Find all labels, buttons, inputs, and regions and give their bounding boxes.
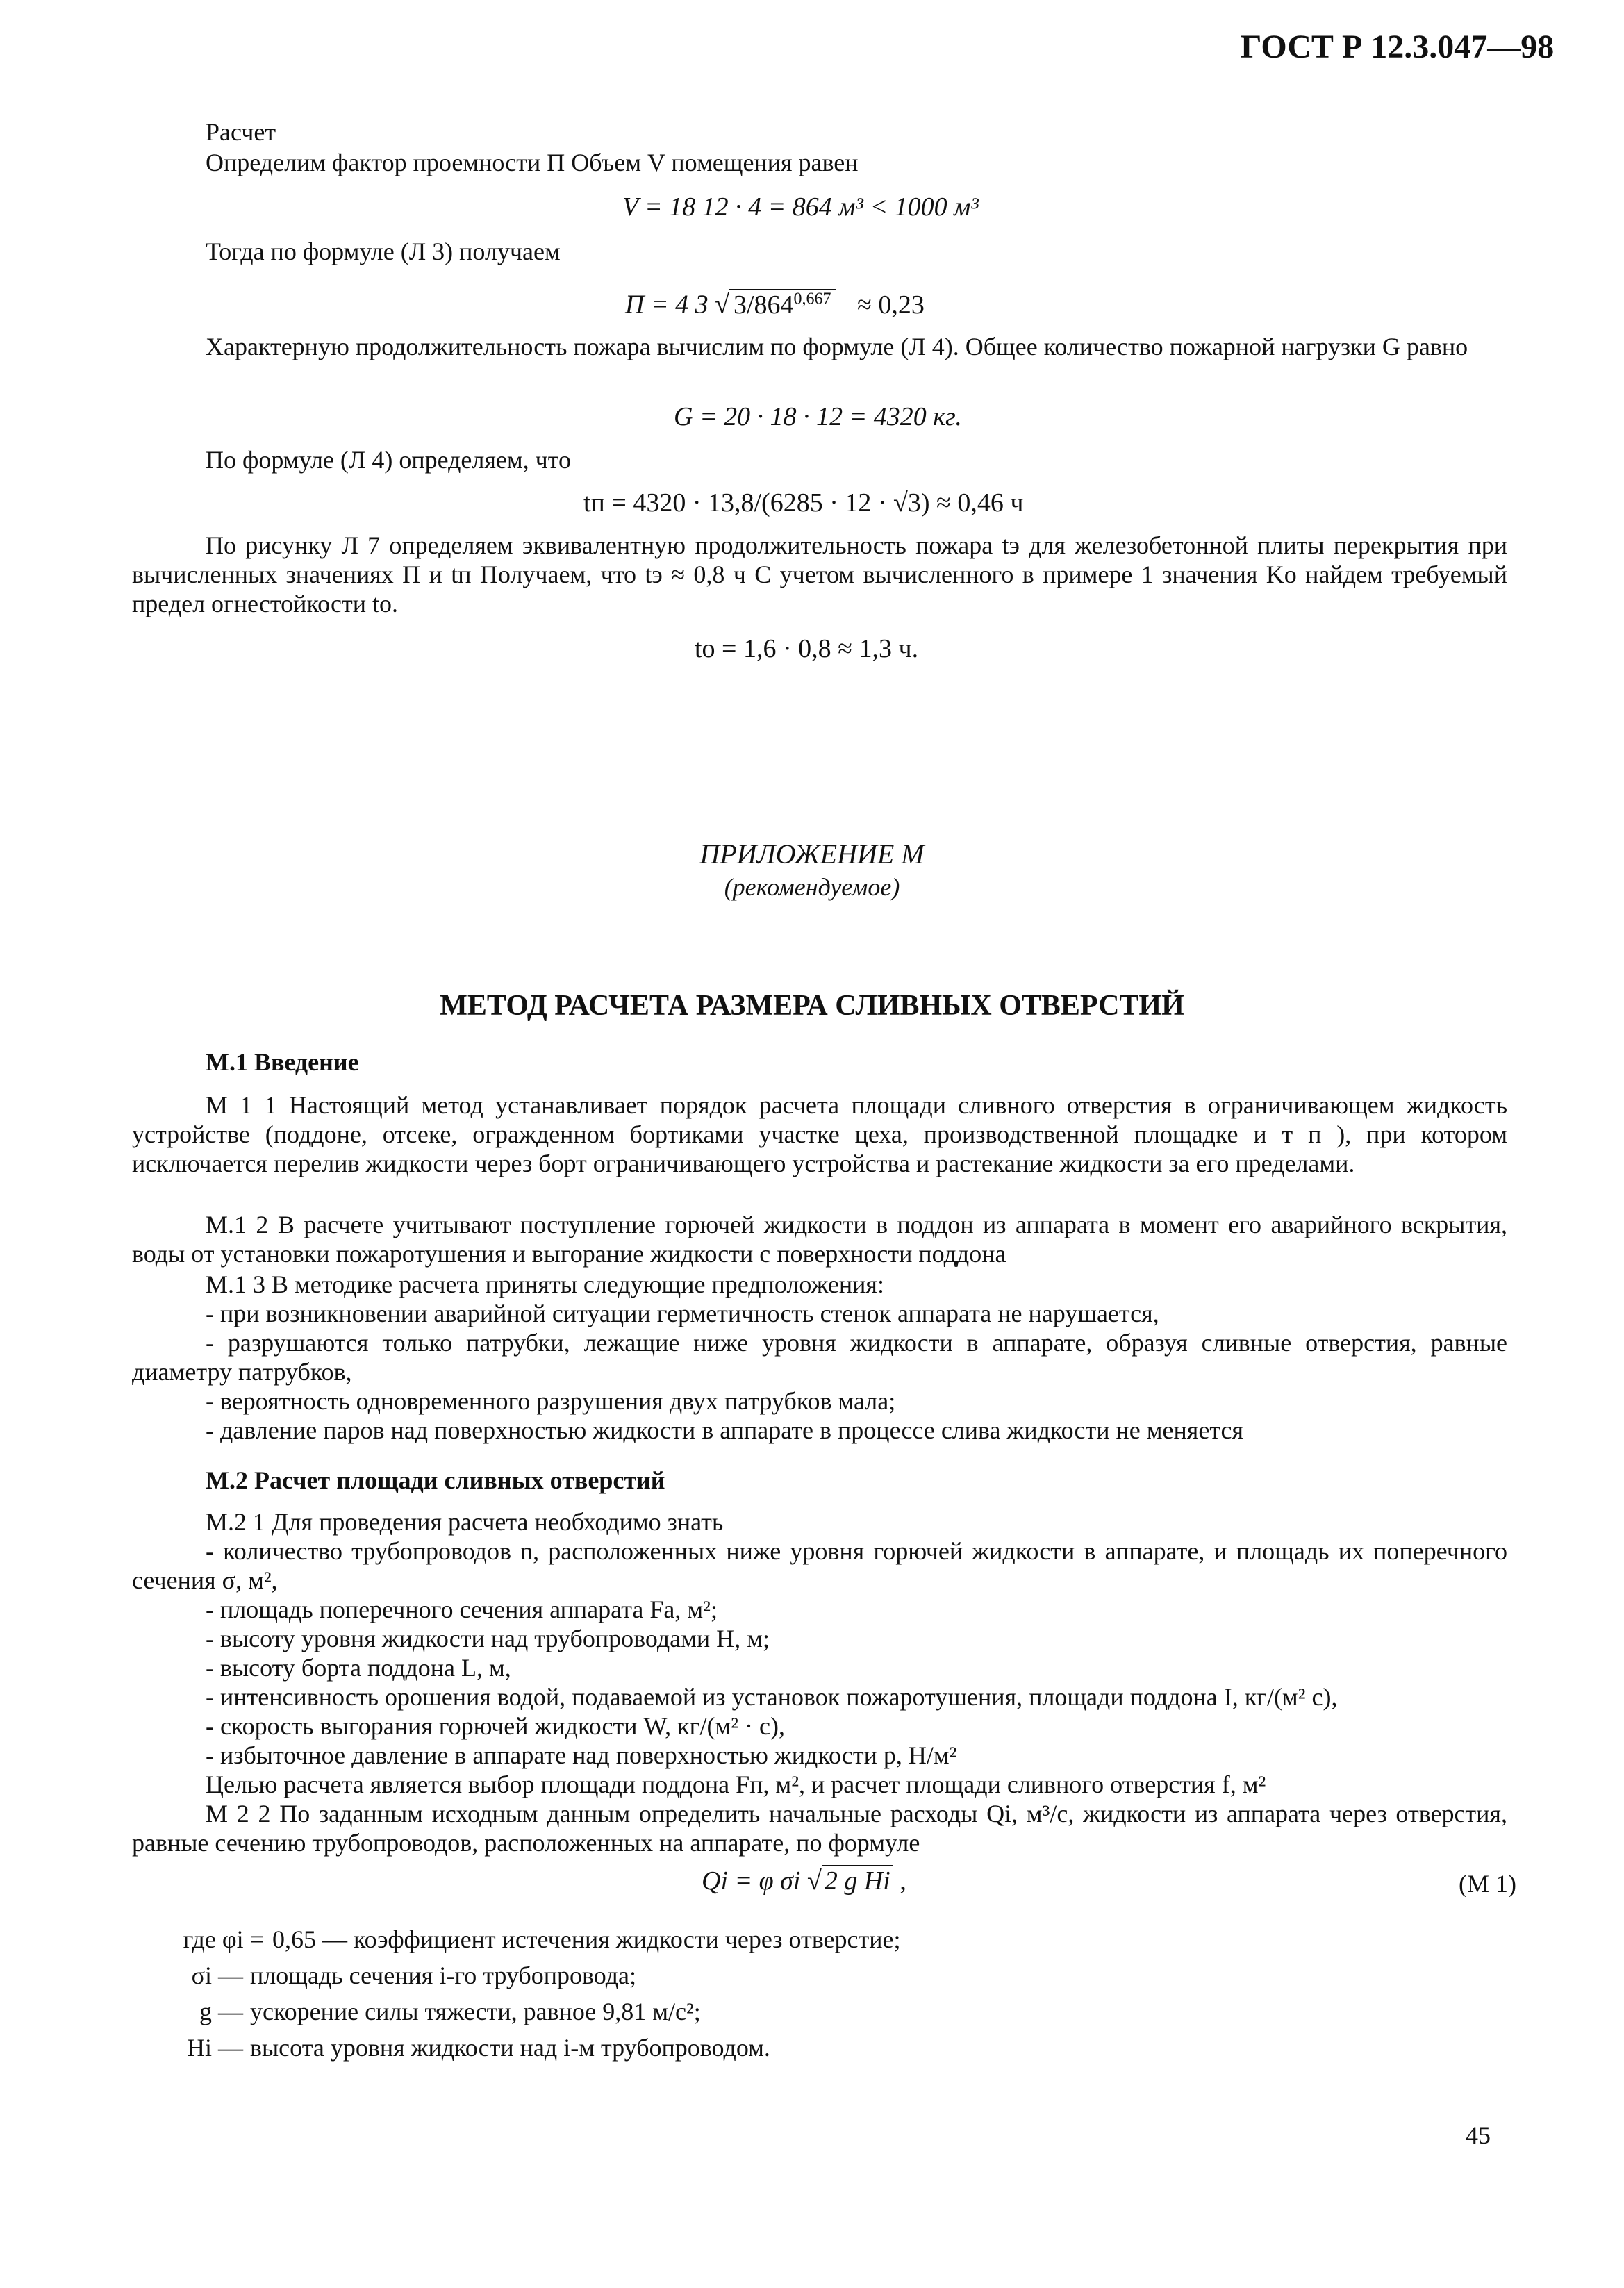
m2-item-7: - избыточное давление в аппарате над поверхностью жидкости p, Н/м² (206, 1741, 957, 1769)
eq2-rhs: ≈ 0,23 (857, 290, 925, 320)
eq2-lhs: П = 4 3 (625, 290, 709, 320)
calc-line-1: Определим фактор проемности П Объем V помещения равен (206, 149, 859, 176)
equation-volume: V = 18 12 · 4 = 864 м³ < 1000 м³ (622, 192, 979, 222)
sqrt-symbol: √ (715, 290, 729, 320)
formula-m1-tail: , (900, 1866, 906, 1896)
where-symbol-4: Hi — (187, 2034, 243, 2062)
m1-paragraph-2: М.1 2 В расчете учитывают поступление горючей жидкости в поддон из аппарата в момент его аварийного вскрытия, воды от установки пожаротушения и выгорание жидкости с поверхности поддона (132, 1211, 1507, 1268)
where-text-1: 0,65 — коэффициент истечения жидкости через отверстие; (272, 1925, 901, 1953)
appendix-heading: МЕТОД РАСЧЕТА РАЗМЕРА СЛИВНЫХ ОТВЕРСТИЙ (440, 990, 1184, 1022)
m1-assumption-2: - разрушаются только патрубки, лежащие ниже уровня жидкости в аппарате, образуя сливные отверстия, равные диаметру патрубков, (132, 1329, 1507, 1386)
calc-label: Расчет (206, 118, 276, 146)
where-text-2: площадь сечения i-го трубопровода; (250, 1962, 637, 1989)
eq2-exponent: 0,667 (793, 290, 831, 308)
m1-paragraph-1: М 1 1 Настоящий метод устанавливает порядок расчета площади сливного отверстия в ограничивающем жидкость устройстве (поддоне, отсеке, огражденном бортиками участке цеха, производственной площадке и т п ), при котором исключается перелив жидкости через борт ограничивающего устройства и растекание жидкости за его пределами. (132, 1091, 1507, 1177)
m2-item-3: - высоту уровня жидкости над трубопроводами H, м; (206, 1625, 770, 1652)
m1-assumption-4: - давление паров над поверхностью жидкости в аппарате в процессе слива жидкости не меняется (206, 1416, 1244, 1444)
m2-item-5: - интенсивность орошения водой, подаваемой из установок пожаротушения, площади поддона I, кг/(м² с), (206, 1683, 1338, 1711)
formula-m1-lhs: Qi = φ σi (702, 1866, 801, 1896)
equation-fire-resistance: tо = 1,6 · 0,8 ≈ 1,3 ч. (695, 634, 919, 663)
equation-duration: tп = 4320 · 13,8/(6285 · 12 · √3) ≈ 0,46 ч (583, 488, 1024, 517)
where-symbol-3: g — (199, 1998, 243, 2025)
m2-paragraph-2: Целью расчета является выбор площади поддона Fп, м², и расчет площади сливного отверстия f, м² (206, 1771, 1266, 1798)
equation-opening-factor (625, 283, 925, 320)
equation-fire-load: G = 20 · 18 · 12 = 4320 кг. (674, 402, 962, 431)
sqrt-symbol: √ (806, 1866, 822, 1896)
calc-line-2: Тогда по формуле (Л 3) получаем (206, 238, 561, 265)
section-m2-heading: М.2 Расчет площади сливных отверстий (206, 1466, 665, 1494)
paragraph-fire-duration: Характерную продолжительность пожара вычислим по формуле (Л 4). Общее количество пожарной нагрузки G равно (206, 333, 1468, 360)
m2-item-6: - скорость выгорания горючей жидкости W, кг/(м² · с), (206, 1712, 785, 1740)
m1-paragraph-3: М.1 3 В методике расчета приняты следующие предположения: (206, 1270, 884, 1298)
calc-line-4: По формуле (Л 4) определяем, что (206, 446, 572, 474)
section-m1-heading: М.1 Введение (206, 1048, 359, 1076)
m1-assumption-1: - при возникновении аварийной ситуации герметичность стенок аппарата не нарушается, (206, 1300, 1159, 1327)
formula-m1 (702, 1866, 906, 1896)
where-text-4: высота уровня жидкости над i-м трубопроводом. (250, 2034, 770, 2062)
m2-item-1: - количество трубопроводов n, расположенных ниже уровня горючей жидкости в аппарате, и площадь их поперечного сечения σ, м², (132, 1537, 1507, 1594)
m2-paragraph-1: М.2 1 Для проведения расчета необходимо знать (206, 1508, 724, 1536)
m2-item-4: - высоту борта поддона L, м, (206, 1654, 511, 1682)
where-symbol-1: где φi = (183, 1925, 264, 1953)
appendix-subtitle: (рекомендуемое) (724, 873, 900, 901)
where-symbol-2: σi — (191, 1962, 243, 1989)
m2-item-2: - площадь поперечного сечения аппарата Fа, м²; (206, 1595, 718, 1623)
document-id: ГОСТ Р 12.3.047—98 (1241, 28, 1555, 65)
paragraph-equivalent-duration: По рисунку Л 7 определяем эквивалентную продолжительность пожара tэ для железобетонной плиты перекрытия при вычисленных значениях П и tп Получаем, что tэ ≈ 0,8 ч С учетом вычисленного в примере 1 значения Kо найдем требуемый предел огнестойкости tо. (132, 531, 1507, 617)
formula-m1-radicand: 2 g Hi (822, 1865, 893, 1896)
page-number: 45 (1466, 2121, 1491, 2149)
where-text-3: ускорение силы тяжести, равное 9,81 м/с²; (250, 1998, 701, 2025)
formula-m1-number: (М 1) (1459, 1870, 1516, 1898)
m1-assumption-3: - вероятность одновременного разрушения двух патрубков мала; (206, 1387, 896, 1415)
eq2-radicand: 3/864 (733, 290, 794, 320)
eq2-radicand-box (729, 289, 836, 320)
m2-paragraph-3: М 2 2 По заданным исходным данным определить начальные расходы Qi, м³/с, жидкости из аппарата через отверстия, равные сечению трубопроводов, расположенных на аппарате, по формуле (132, 1800, 1507, 1857)
appendix-title: ПРИЛОЖЕНИЕ М (699, 838, 925, 870)
